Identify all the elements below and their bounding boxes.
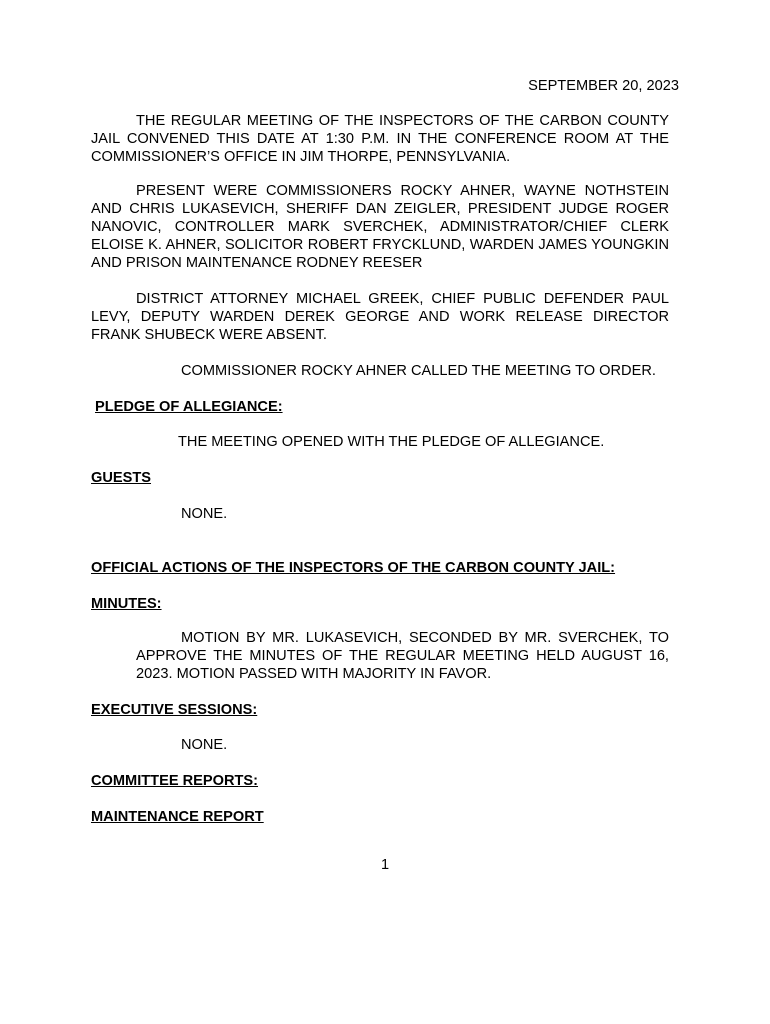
- attendees-paragraph: PRESENT WERE COMMISSIONERS ROCKY AHNER, WAYNE NOTHSTEIN AND CHRIS LUKASEVICH, SHERIFF DAN ZEIGLER, PRESIDENT JUDGE ROGER NANOVIC, CONTROLLER MARK SVERCHEK, ADMINISTRATOR/CHIEF CLERK ELOISE K. AHNER, SOLICITOR ROBERT FRYCKLUND, WARDEN JAMES YOUNGKIN AND PRISON MAINTENANCE RODNEY REESER: [91, 183, 669, 271]
- pledge-heading: PLEDGE OF ALLEGIANCE:: [95, 399, 283, 415]
- minutes-motion-text: MOTION BY MR. LUKASEVICH, SECONDED BY MR. SVERCHEK, TO APPROVE THE MINUTES OF THE REGULAR MEETING HELD AUGUST 16, 2023. MOTION PASSED WITH MAJORITY IN FAVOR.: [136, 630, 669, 682]
- page-number: 1: [381, 857, 390, 873]
- guests-text: NONE.: [181, 506, 228, 522]
- maintenance-report-heading: MAINTENANCE REPORT: [91, 809, 264, 825]
- committee-reports-heading: COMMITTEE REPORTS:: [91, 773, 259, 789]
- guests-heading: GUESTS: [91, 470, 152, 486]
- absent-paragraph: DISTRICT ATTORNEY MICHAEL GREEK, CHIEF PUBLIC DEFENDER PAUL LEVY, DEPUTY WARDEN DEREK GEORGE AND WORK RELEASE DIRECTOR FRANK SHUBECK WERE ABSENT.: [91, 291, 669, 343]
- official-actions-heading: OFFICIAL ACTIONS OF THE INSPECTORS OF THE CARBON COUNTY JAIL:: [91, 560, 616, 576]
- executive-sessions-text: NONE.: [181, 737, 228, 753]
- call-to-order-text: COMMISSIONER ROCKY AHNER CALLED THE MEETING TO ORDER.: [181, 363, 656, 379]
- minutes-heading: MINUTES:: [91, 596, 162, 612]
- executive-sessions-heading: EXECUTIVE SESSIONS:: [91, 702, 258, 718]
- opening-paragraph: THE REGULAR MEETING OF THE INSPECTORS OF THE CARBON COUNTY JAIL CONVENED THIS DATE AT 1:30 P.M. IN THE CONFERENCE ROOM AT THE COMMISSIONER’S OFFICE IN JIM THORPE, PENNSYLVANIA.: [91, 113, 669, 165]
- meeting-date: SEPTEMBER 20, 2023: [528, 78, 679, 94]
- pledge-text: THE MEETING OPENED WITH THE PLEDGE OF ALLEGIANCE.: [178, 434, 605, 450]
